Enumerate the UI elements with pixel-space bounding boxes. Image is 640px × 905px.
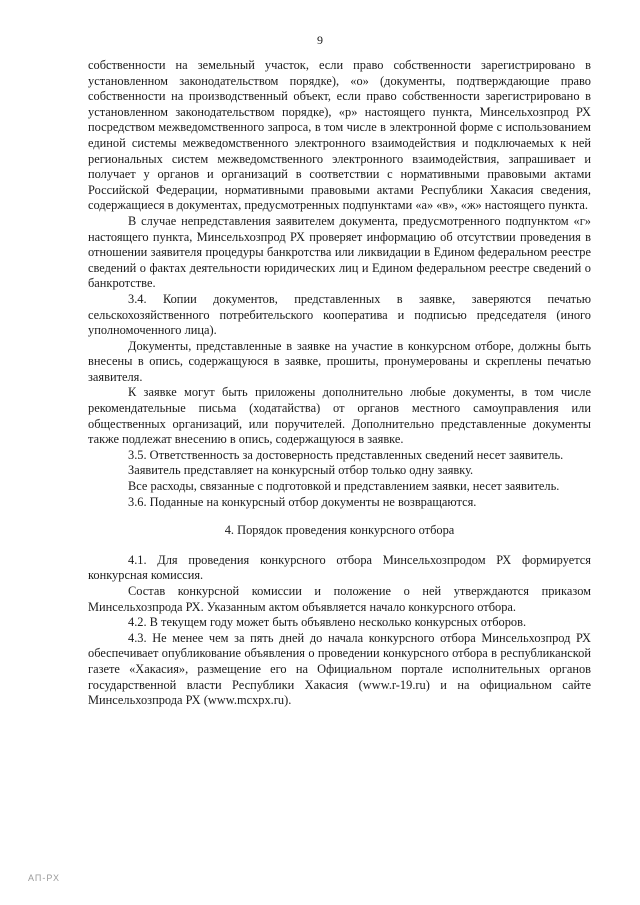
paragraph-one-application: Заявитель представляет на конкурсный отбор только одну заявку. [128, 463, 474, 478]
paragraph-expenses: Все расходы, связанные с подготовкой и представлением заявки, несет заявитель. [128, 479, 560, 494]
paragraph-additional-documents: К заявке могут быть приложены дополнительно любые документы, в том числе рекомендательные письма (ходатайства) от органов местного самоуправления или общественных организаций, или поручителей. Дополнительно представленные документы также подлежат внесению в опись, содержащуюся в заявке. [88, 385, 591, 447]
paragraph-4-1: 4.1. Для проведения конкурсного отбора Минсельхозпродом РХ формируется конкурсная комиссия. [88, 552, 591, 583]
paragraph-documents-inventory: Документы, представленные в заявке на участие в конкурсном отборе, должны быть внесены в опись, содержащуюся в заявке, прошиты, пронумерованы и скреплены печатью заявителя. [88, 338, 591, 384]
paragraph-3-6: 3.6. Поданные на конкурсный отбор документы не возвращаются. [128, 494, 477, 509]
paragraph-3-4: 3.4. Копии документов, представленных в заявке, заверяются печатью сельскохозяйственного потребительского кооператива и подписью председателя (иного уполномоченного лица). [88, 291, 591, 338]
paragraph-commission: Состав конкурсной комиссии и положение о ней утверждаются приказом Минсельхозпрода РХ. Указанным актом объявляется начало конкурсного отбора. [88, 584, 591, 614]
section-heading: 4. Порядок проведения конкурсного отбора [224, 523, 455, 538]
page-number: 9 [317, 33, 323, 47]
document-body [88, 58, 591, 709]
footer-mark: АП-РХ [28, 873, 60, 883]
paragraph-4-2: 4.2. В текущем году может быть объявлено несколько конкурсных отборов. [128, 615, 527, 630]
paragraph-continuation: собственности на земельный участок, если право собственности зарегистрировано в установленном законодательством порядке), «о» (документы, подтверждающие право собственности на производственный объект, если право собственности зарегистрировано в установленном законодательством порядке), «р» настоящего пункта, Минсельхозпрод РХ посредством межведомственного запроса, в том числе в электронной форме с использованием единой системы межведомственного электронного взаимодействия и подключаемых к ней региональных систем межведомственного электронного взаимодействия, запрашивает и получает у органов и организаций в соответствии с нормативными правовыми актами Российской Федерации, нормативными правовыми актами Республики Хакасия сведения, содержащиеся в документах, предусмотренных подпунктами «а» «в», «ж» настоящего пункта. [88, 58, 591, 213]
paragraph-4-3: 4.3. Не менее чем за пять дней до начала конкурсного отбора Минсельхозпрод РХ обеспечивает опубликование объявления о проведении конкурсного отбора в республиканской газете «Хакасия», размещение его на Официальном портале исполнительных органов государственной власти Республики Хакасия (www.r-19.ru) и на официальном сайте Минсельхозпрода РХ (www.mcxpx.ru). [88, 630, 591, 708]
paragraph-nonsubmission: В случае непредставления заявителем документа, предусмотренного подпунктом «г» настоящего пункта, Минсельхозпрод РХ проверяет информацию об отсутствии проведения в отношении заявителя процедуры банкротства или ликвидации в Едином федеральном реестре сведений о фактах деятельности юридических лиц и Едином федеральном реестре сведений о банкротстве. [88, 213, 591, 291]
paragraph-3-5: 3.5. Ответственность за достоверность представленных сведений несет заявитель. [128, 447, 564, 462]
